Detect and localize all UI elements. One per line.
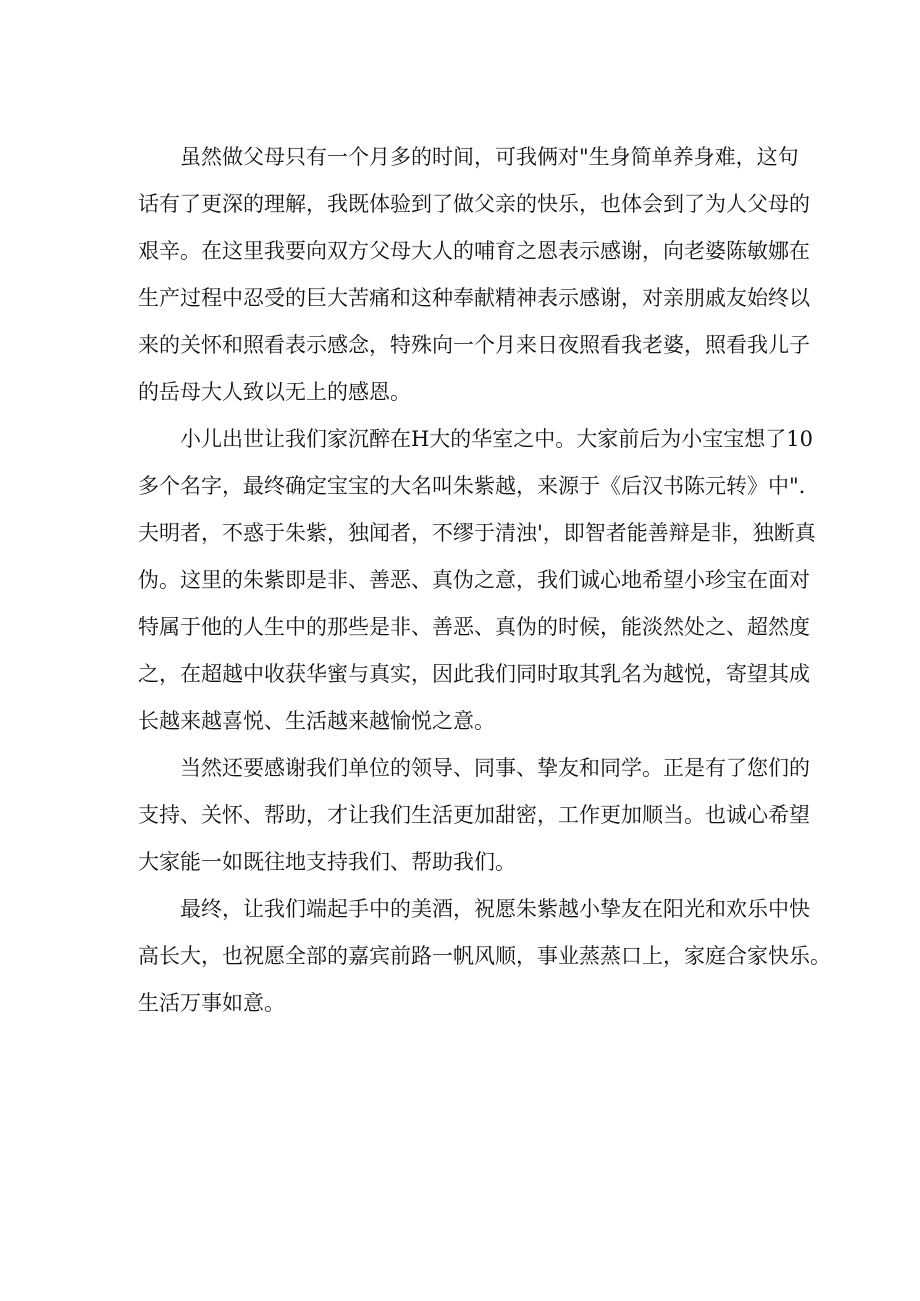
- text-line: 艰辛。在这里我要向双方父母大人的哺育之恩表示感谢，向老婆陈敏娜在: [138, 239, 810, 263]
- text-line: 生活万事如意。: [138, 991, 285, 1015]
- text-line: 支持、关怀、帮助，才让我们生活更加甜密，工作更加顺当。也诚心希望: [138, 803, 810, 827]
- text-line: 伪。这里的朱紫即是非、善恶、真伪之意，我们诚心地希望小珍宝在面对: [138, 568, 810, 592]
- paragraph-baby-name: [138, 421, 816, 750]
- text-line: 的岳母大人致以无上的感恩。: [138, 380, 411, 404]
- text-line: 大家能一如既往地支持我们、帮助我们。: [138, 850, 516, 874]
- text-line: 夫明者，不惑于朱紫，独闻者，不缪于清浊'，即智者能善辩是非，独断真: [138, 521, 816, 545]
- text-line: 长越来越喜悦、生活越来越愉悦之意。: [138, 709, 495, 733]
- text-line: 虽然做父母只有一个月多的时间，可我俩对"生身简单养身难，这句: [180, 145, 799, 169]
- text-line: 最终，让我们端起手中的美酒，祝愿朱紫越小挚友在阳光和欢乐中快: [180, 897, 810, 921]
- text-line: 当然还要感谢我们单位的领导、同事、挚友和同学。正是有了您们的: [180, 756, 810, 780]
- paragraph-colleagues-thanks: [138, 750, 810, 891]
- text-line: 小儿出世让我们家沉醉在H大的华室之中。大家前后为小宝宝想了10: [180, 427, 814, 451]
- text-line: 话有了更深的理解，我既体验到了做父亲的快乐，也体会到了为人父母的: [138, 192, 810, 216]
- text-line: 之，在超越中收获华蜜与真实，因此我们同时取其乳名为越悦，寄望其成: [138, 662, 810, 686]
- text-line: 多个名字，最终确定宝宝的大名叫朱紫越，来源于《后汉书陈元转》中".: [138, 474, 806, 498]
- document-body: [138, 139, 831, 1032]
- text-line: 来的关怀和照看表示感念，特殊向一个月来日夜照看我老婆，照看我儿子: [138, 333, 810, 357]
- paragraph-parents-gratitude: [138, 139, 810, 421]
- text-line: 高长大，也祝愿全部的嘉宾前路一帆风顺，事业蒸蒸口上，家庭合家快乐。: [138, 944, 831, 968]
- text-line: 特属于他的人生中的那些是非、善恶、真伪的时候，能淡然处之、超然度: [138, 615, 810, 639]
- text-line: 生产过程中忍受的巨大苦痛和这种奉献精神表示感谢，对亲朋戚友始终以: [138, 286, 810, 310]
- paragraph-toast: [138, 891, 831, 1032]
